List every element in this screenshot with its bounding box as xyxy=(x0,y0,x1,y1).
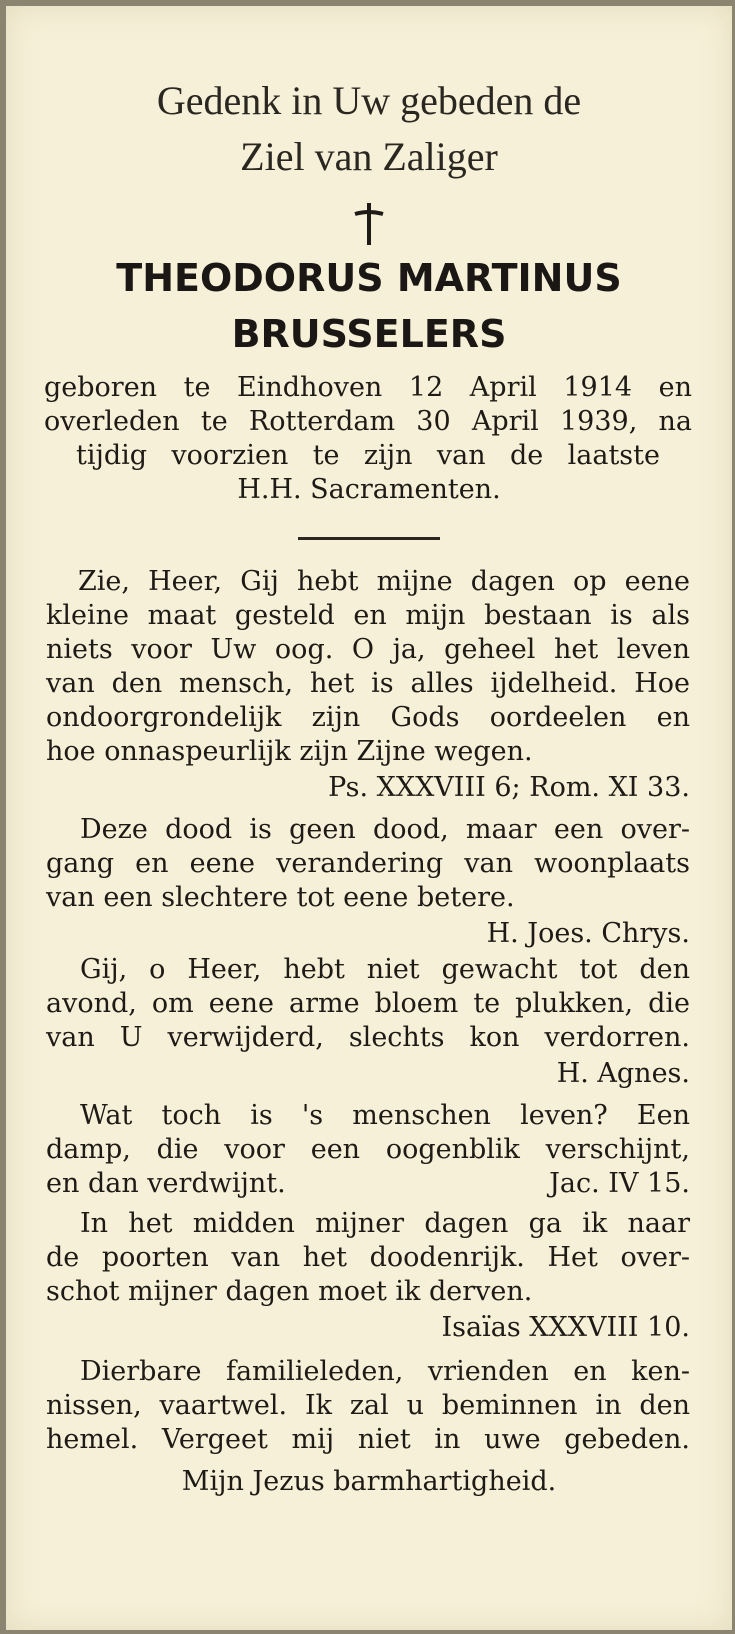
heading-line-1: Gedenk in Uw gebeden de xyxy=(156,78,582,123)
farewell-line-2: nissen, vaartwel. Ik zal u beminnen in den xyxy=(46,1390,690,1421)
cross-icon xyxy=(351,201,387,247)
quote5-line-1: In het midden mijner dagen ga ik naar xyxy=(80,1208,690,1239)
quote2-line-2: gang en eene verandering van woonplaats xyxy=(46,848,690,879)
quote3-line-2: avond, om eene arme bloem te plukken, die xyxy=(46,988,690,1019)
quote1-line-2: kleine maat gesteld en mijn bestaan is als xyxy=(46,600,690,631)
quote1-line-6: hoe onnaspeurlijk zijn Zijne wegen. xyxy=(46,736,533,767)
quote3-line-3: van U verwijderd, slechts kon verdorren. xyxy=(46,1022,690,1053)
prayer-card xyxy=(6,6,732,1630)
quote2-source: H. Joes. Chrys. xyxy=(486,918,690,949)
quote1-line-4: van den mensch, het is alles ijdelheid. Hoe xyxy=(46,668,690,699)
quote2-line-3: van een slechtere tot eene betere. xyxy=(46,882,515,913)
quote4-line-3: en dan verdwijnt. xyxy=(46,1168,286,1199)
details-line-2: overleden te Rotterdam 30 April 1939, na xyxy=(44,406,692,437)
deceased-surname: BRUSSELERS xyxy=(231,312,507,356)
quote5-source: Isaïas XXXVIII 10. xyxy=(441,1312,690,1343)
quote3-line-1: Gij, o Heer, hebt niet gewacht tot den xyxy=(80,954,690,985)
quote5-line-2: de poorten van het doodenrijk. Het over- xyxy=(46,1242,690,1273)
quote1-source: Ps. XXXVIII 6; Rom. XI 33. xyxy=(328,772,690,803)
details-line-1: geboren te Eindhoven 12 April 1914 en xyxy=(44,372,692,403)
quote3-source: H. Agnes. xyxy=(556,1058,690,1089)
farewell-line-3: hemel. Vergeet mij niet in uwe gebeden. xyxy=(46,1424,690,1455)
farewell-line-1: Dierbare familieleden, vrienden en ken- xyxy=(80,1356,690,1387)
quote1-line-5: ondoorgrondelijk zijn Gods oordeelen en xyxy=(46,702,690,733)
farewell-closing: Mijn Jezus barmhartigheid. xyxy=(181,1466,557,1497)
deceased-first-names: THEODORUS MARTINUS xyxy=(116,256,622,300)
quote4-line-2: damp, die voor een oogenblik verschijnt, xyxy=(46,1134,690,1165)
quote4-source: Jac. IV 15. xyxy=(549,1168,690,1199)
details-line-3: tijdig voorzien te zijn van de laatste xyxy=(76,440,660,471)
quote4-line-1: Wat toch is 's menschen leven? Een xyxy=(80,1100,690,1131)
quote1-line-1: Zie, Heer, Gij hebt mijne dagen op eene xyxy=(78,566,690,597)
quote5-line-3: schot mijner dagen moet ik derven. xyxy=(46,1276,533,1307)
quote1-line-3: niets voor Uw oog. O ja, geheel het leven xyxy=(46,634,690,665)
details-line-4: H.H. Sacramenten. xyxy=(237,474,501,505)
divider xyxy=(298,537,440,540)
heading-line-2: Ziel van Zaliger xyxy=(240,134,498,179)
quote2-line-1: Deze dood is geen dood, maar een over- xyxy=(80,814,690,845)
